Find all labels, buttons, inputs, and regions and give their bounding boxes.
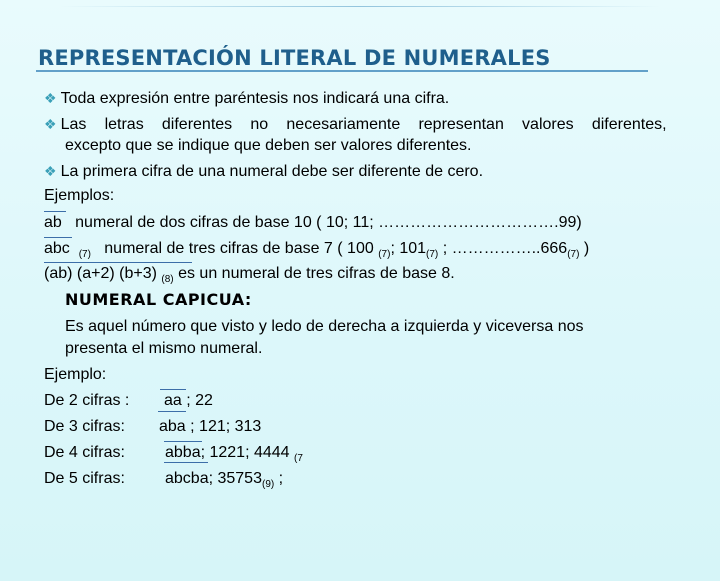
overline-mark — [160, 389, 186, 390]
row-lead: aa — [164, 392, 182, 409]
row-lead: abcba — [165, 470, 209, 487]
capicua-definition-2: presenta el mismo numeral. — [65, 340, 263, 357]
diamond-bullet-icon: ❖ — [44, 90, 57, 106]
base-subscript: (9) — [261, 479, 275, 491]
row-lead: aba — [159, 418, 186, 435]
capicua-heading: NUMERAL CAPICUA: — [65, 290, 252, 309]
capicua-definition-1: Es aquel número que visto y ledo de derecha a izquierda y viceversa nos — [65, 318, 584, 335]
row-lead: abba — [165, 444, 201, 461]
overline-mark — [164, 462, 208, 463]
row-label: De 4 cifras: — [44, 444, 125, 461]
example-1 — [44, 213, 582, 233]
example-3-rest: es un numeral de tres cifras de base 8. — [178, 265, 455, 282]
top-decorative-line — [60, 6, 660, 7]
example-2-mid: ; 101 — [390, 240, 427, 257]
overline-mark — [44, 237, 72, 238]
base-subscript: (8) — [161, 274, 174, 286]
bullet-2-text: Las letras diferentes no necesariamente representan valores diferentes, — [60, 116, 667, 133]
base-subscript: (7 — [294, 453, 303, 465]
row-value — [165, 469, 283, 495]
bullet-1 — [44, 88, 449, 109]
bullet-1-text: Toda expresión entre paréntesis nos indicará una cifra. — [60, 90, 450, 107]
row-label: De 3 cifras: — [44, 418, 125, 435]
bullet-3 — [44, 161, 483, 182]
bullet-3-text: La primera cifra de una numeral debe ser diferente de cero. — [60, 163, 484, 180]
bullet-2 — [44, 114, 667, 135]
ejemplos-label: Ejemplos: — [44, 187, 115, 204]
example-1-lead: ab — [44, 214, 62, 231]
example-2-end: ) — [583, 240, 590, 257]
row-value — [159, 417, 261, 437]
row-rest: ; 35753 — [208, 470, 262, 487]
base-subscript: (7) — [378, 249, 391, 261]
overline-mark — [158, 411, 186, 412]
ejemplo-label: Ejemplo: — [44, 366, 107, 383]
overline-mark — [44, 262, 192, 263]
example-2-base: (7) — [78, 249, 91, 261]
row-label: De 2 cifras : — [44, 392, 130, 409]
base-subscript: (7) — [567, 249, 580, 261]
base-subscript: (7) — [426, 249, 439, 261]
example-2-dots: ; ……………..666 — [442, 240, 568, 257]
diamond-bullet-icon: ❖ — [44, 116, 57, 132]
example-2-text: numeral de tres cifras de base 7 ( 100 — [104, 240, 374, 257]
overline-mark — [44, 211, 66, 212]
example-3 — [44, 264, 455, 290]
row-value — [165, 443, 303, 469]
bullet-2-continuation: excepto que se indique que deben ser valores diferentes. — [65, 137, 472, 154]
overline-mark — [164, 441, 202, 442]
example-3-text: (ab) (a+2) (b+3) — [44, 265, 157, 282]
row-value — [164, 391, 213, 411]
title-underline — [36, 70, 648, 72]
diamond-bullet-icon: ❖ — [44, 163, 57, 179]
row-rest: ; 1221; 4444 — [200, 444, 290, 461]
row-tail: ; — [274, 470, 284, 487]
example-1-text: numeral de dos cifras de base 10 ( 10; 11; …………………………….99) — [75, 214, 582, 231]
page-title: REPRESENTACIÓN LITERAL DE NUMERALES — [38, 46, 551, 70]
row-label: De 5 cifras: — [44, 470, 125, 487]
row-rest: ; 121; 313 — [185, 418, 262, 435]
example-2-lead: abc — [44, 240, 70, 257]
row-rest: ; 22 — [181, 392, 213, 409]
